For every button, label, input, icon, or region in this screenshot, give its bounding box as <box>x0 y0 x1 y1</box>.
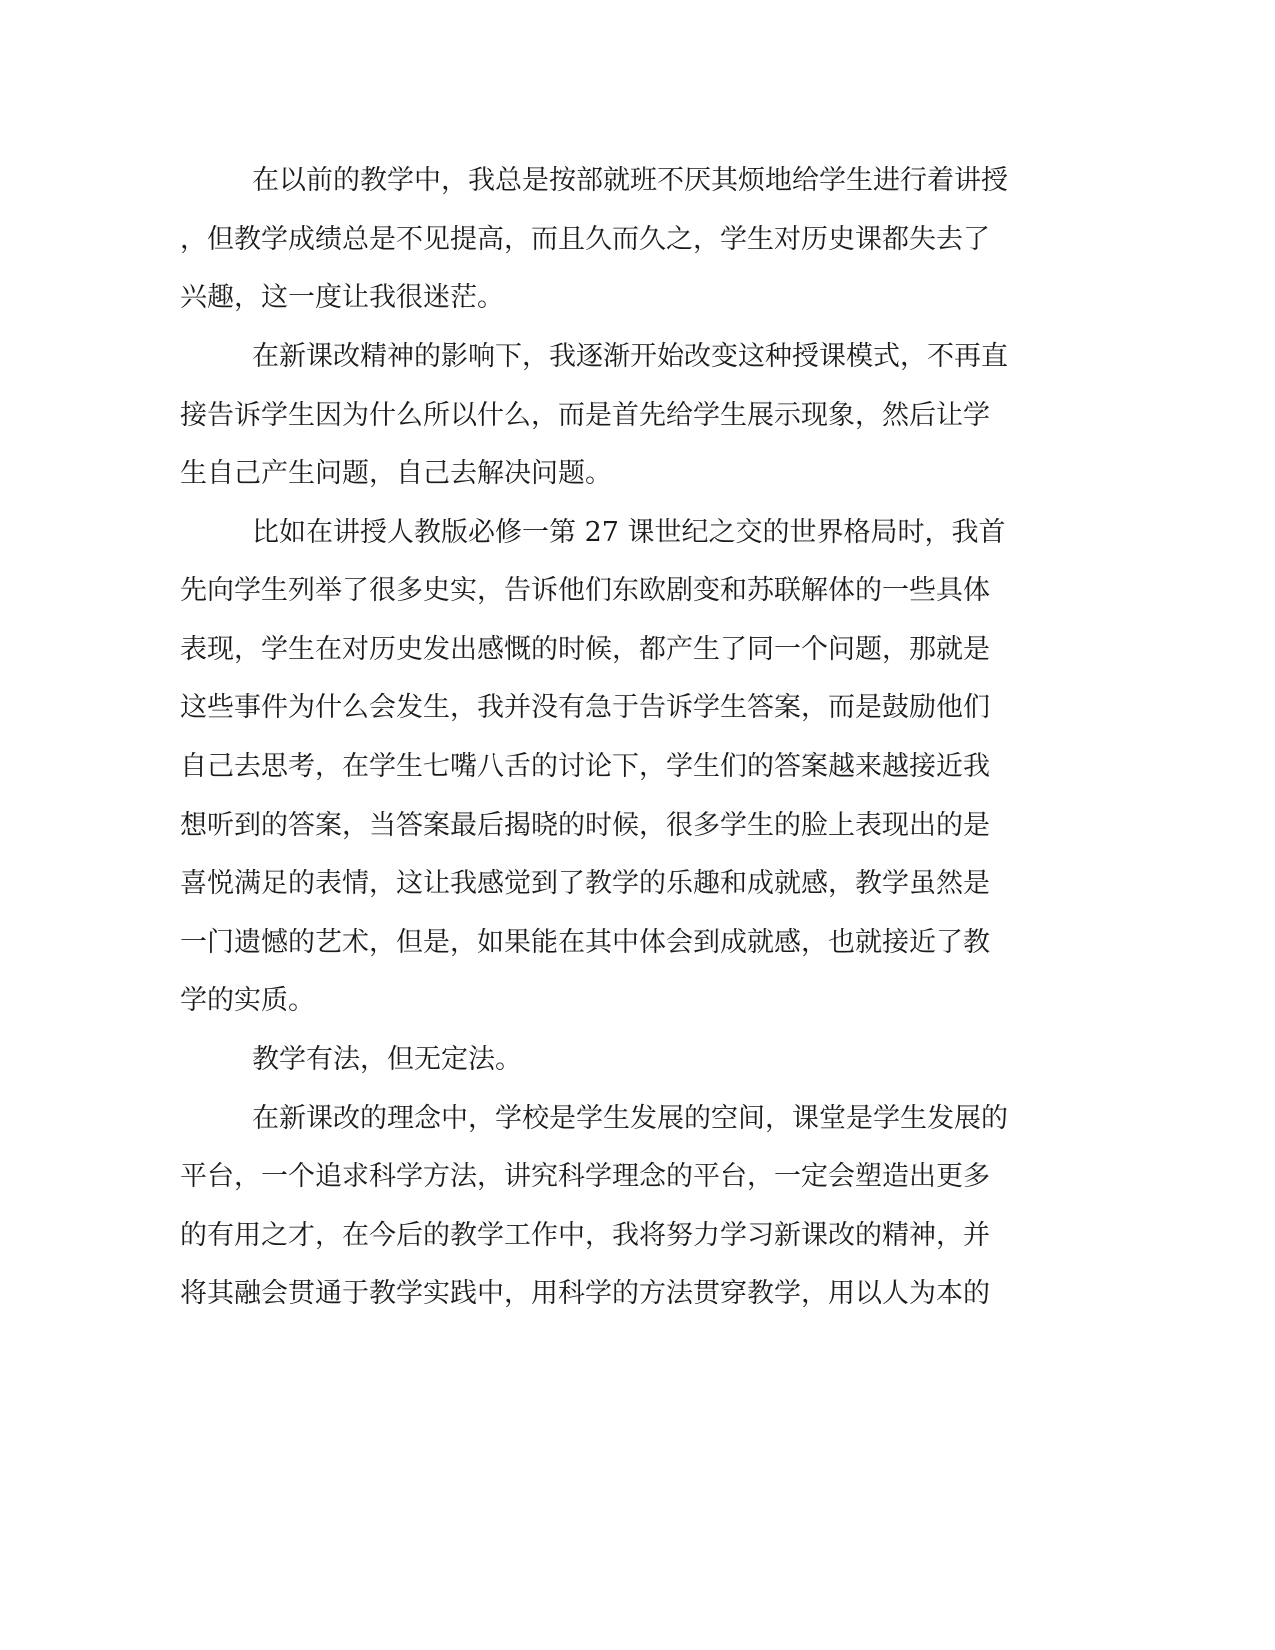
paragraph-3-line-5: 自己去思考，在学生七嘴八舌的讨论下，学生们的答案越来越接近我 <box>180 751 990 782</box>
paragraph-2-line-2: 接告诉学生因为什么所以什么，而是首先给学生展示现象，然后让学 <box>180 400 990 431</box>
paragraph-5-line-1: 在新课改的理念中，学校是学生发展的空间，课堂是学生发展的 <box>252 1103 1008 1134</box>
paragraph-3-line-9: 学的实质。 <box>180 985 315 1016</box>
paragraph-2-line-3: 生自己产生问题，自己去解决问题。 <box>180 458 612 489</box>
paragraph-2-line-1: 在新课改精神的影响下，我逐渐开始改变这种授课模式，不再直 <box>252 341 1008 372</box>
paragraph-3-line-7: 喜悦满足的表情，这让我感觉到了教学的乐趣和成就感，教学虽然是 <box>180 868 990 899</box>
paragraph-3-line-8: 一门遗憾的艺术，但是，如果能在其中体会到成就感，也就接近了教 <box>180 927 990 958</box>
paragraph-3-line-4: 这些事件为什么会发生，我并没有急于告诉学生答案，而是鼓励他们 <box>180 692 990 723</box>
paragraph-3-line-1: 比如在讲授人教版必修一第 27 课世纪之交的世界格局时，我首 <box>252 517 1006 548</box>
paragraph-1-line-1: 在以前的教学中，我总是按部就班不厌其烦地给学生进行着讲授 <box>252 165 1008 196</box>
paragraph-5-line-3: 的有用之才，在今后的教学工作中，我将努力学习新课改的精神，并 <box>180 1220 990 1251</box>
paragraph-4-line-1: 教学有法，但无定法。 <box>252 1044 522 1075</box>
paragraph-3-line-3: 表现，学生在对历史发出感慨的时候，都产生了同一个问题，那就是 <box>180 634 990 665</box>
paragraph-5-line-4: 将其融会贯通于教学实践中，用科学的方法贯穿教学，用以人为本的 <box>180 1278 990 1309</box>
paragraph-5-line-2: 平台，一个追求科学方法，讲究科学理念的平台，一定会塑造出更多 <box>180 1161 990 1192</box>
paragraph-1-line-3: 兴趣，这一度让我很迷茫。 <box>180 282 504 313</box>
paragraph-3-line-6: 想听到的答案，当答案最后揭晓的时候，很多学生的脸上表现出的是 <box>180 810 990 841</box>
paragraph-1-line-2: ，但教学成绩总是不见提高，而且久而久之，学生对历史课都失去了 <box>180 224 990 255</box>
paragraph-3-line-2: 先向学生列举了很多史实，告诉他们东欧剧变和苏联解体的一些具体 <box>180 575 990 606</box>
